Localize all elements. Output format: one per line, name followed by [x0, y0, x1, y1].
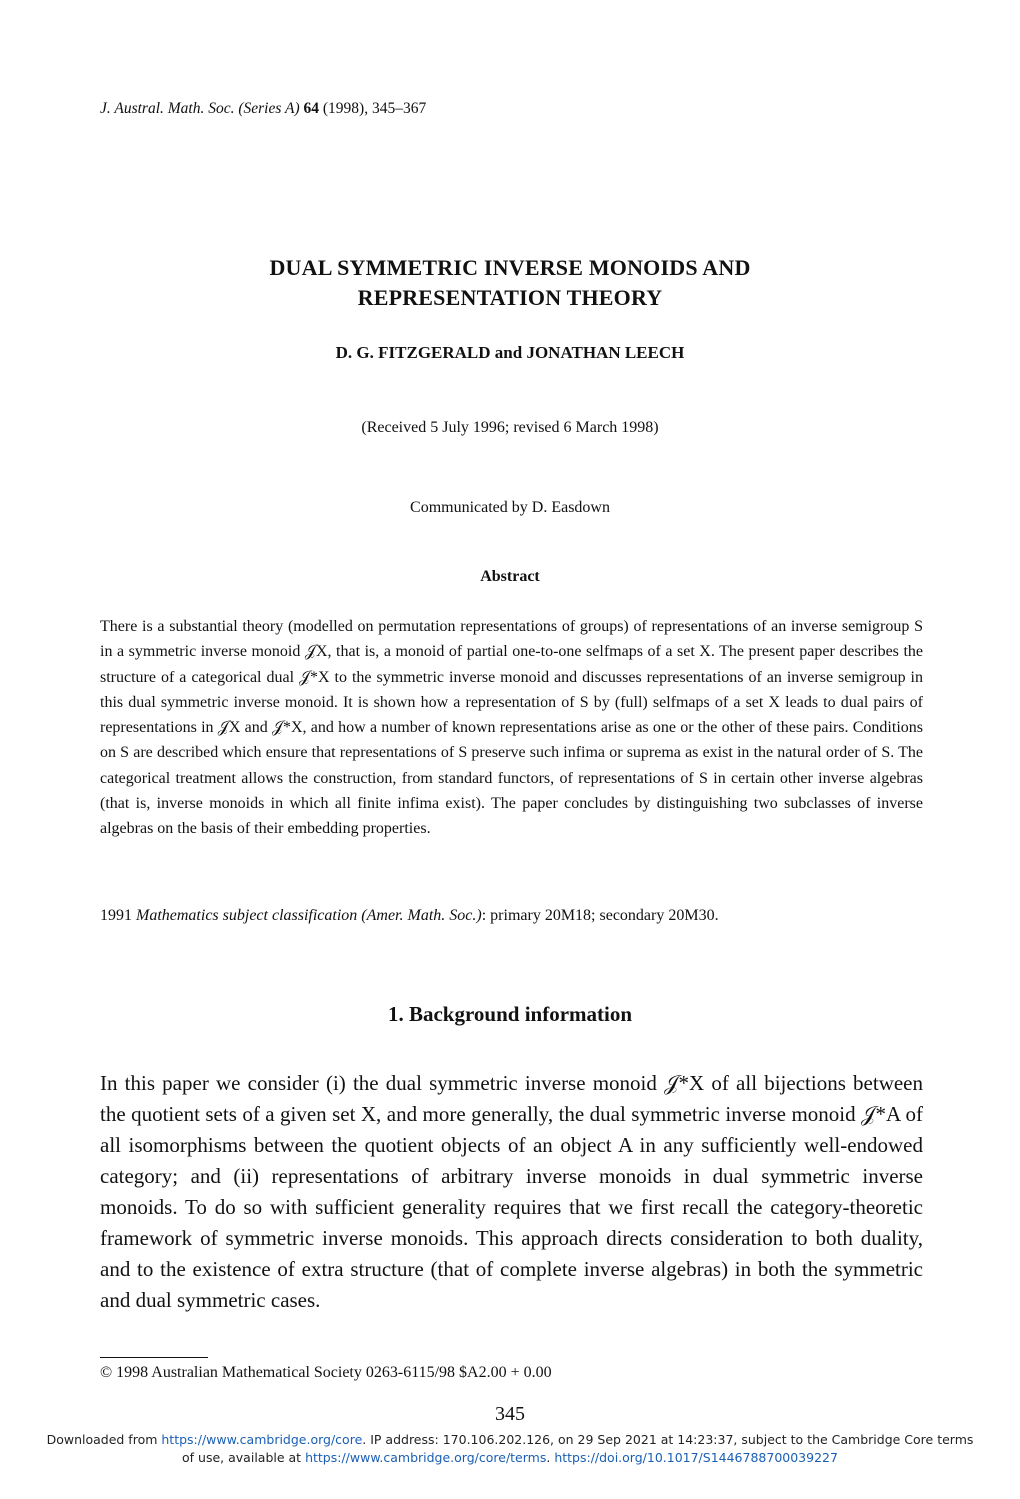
- journal-name: J. Austral. Math. Soc.: [100, 100, 235, 117]
- title-line-2: REPRESENTATION THEORY: [357, 285, 663, 310]
- msc-label: Mathematics subject classification: [136, 907, 358, 924]
- abstract-heading: Abstract: [480, 568, 540, 585]
- download-notice: [0, 1431, 1020, 1467]
- footnote-divider: [100, 1357, 208, 1358]
- page-number: 345: [495, 1403, 525, 1425]
- download-line2-prefix: of use, available at: [182, 1450, 306, 1465]
- msc-classification: [100, 907, 923, 925]
- download-middle: . IP address: 170.106.202.126, on 29 Sep 2021 at 14:23:37, subject to the Cambridge Core terms: [362, 1432, 974, 1447]
- journal-reference: [100, 100, 426, 118]
- download-line-2: [0, 1449, 1020, 1467]
- paper-title: [0, 253, 1020, 313]
- download-line-1: [0, 1431, 1020, 1449]
- received-dates: (Received 5 July 1996; revised 6 March 1998): [361, 419, 659, 436]
- doi-link[interactable]: https://doi.org/10.1017/S1446788700039227: [554, 1450, 838, 1465]
- core-link[interactable]: https://www.cambridge.org/core: [161, 1432, 363, 1447]
- communicated-by: Communicated by D. Easdown: [410, 499, 610, 516]
- authors: D. G. FITZGERALD and JONATHAN LEECH: [335, 343, 685, 362]
- msc-codes: : primary 20M18; secondary 20M30.: [481, 907, 719, 924]
- journal-volume: 64: [303, 100, 319, 117]
- link-separator: .: [546, 1450, 555, 1465]
- title-line-1: DUAL SYMMETRIC INVERSE MONOIDS AND: [269, 255, 751, 280]
- msc-year: 1991: [100, 907, 132, 924]
- journal-year-pages: (1998), 345–367: [322, 100, 427, 117]
- section-heading: 1. Background information: [387, 1002, 633, 1026]
- abstract-text: There is a substantial theory (modelled on permutation representations of groups) of representations of an inverse semigroup S in a symmetric inverse monoid 𝒥X, that is, a monoid of partial one-to-one selfmaps of a set X. The present paper describes the structure of a categorical dual 𝒥*X to the symmetric inverse monoid and discusses representations of an inverse semigroup in this dual symmetric inverse monoid. It is shown how a representation of S by (full) selfmaps of a set X leads to dual pairs of representations in 𝒥X and 𝒥*X, and how a number of known representations arise as one or the other of these pairs. Conditions on S are described which ensure that representations of S preserve such infima or suprema as exist in the natural order of S. The categorical treatment allows the construction, from standard functors, of representations of S in certain other inverse algebras (that is, inverse monoids in which all finite infima exist). The paper concludes by distinguishing two subclasses of inverse algebras on the basis of their embedding properties.: [100, 618, 923, 838]
- download-prefix: Downloaded from: [46, 1432, 162, 1447]
- terms-link[interactable]: https://www.cambridge.org/core/terms: [305, 1450, 547, 1465]
- msc-source: (Amer. Math. Soc.): [361, 907, 482, 924]
- copyright-note: © 1998 Australian Mathematical Society 0263-6115/98 $A2.00 + 0.00: [100, 1364, 552, 1381]
- journal-series: (Series A): [238, 100, 300, 117]
- section-body: In this paper we consider (i) the dual symmetric inverse monoid 𝒥*X of all bijections between the quotient sets of a given set X, and more generally, the dual symmetric inverse monoid 𝒥*A of all isomorphisms between the quotient objects of an object A in any sufficiently well-endowed category; and (ii) representations of arbitrary inverse monoids in dual symmetric inverse monoids. To do so with sufficient generality requires that we first recall the category-theoretic framework of symmetric inverse monoids. This approach directs consideration to both duality, and to the existence of extra structure (that of complete inverse algebras) in both the symmetric and dual symmetric cases.: [100, 1071, 923, 1312]
